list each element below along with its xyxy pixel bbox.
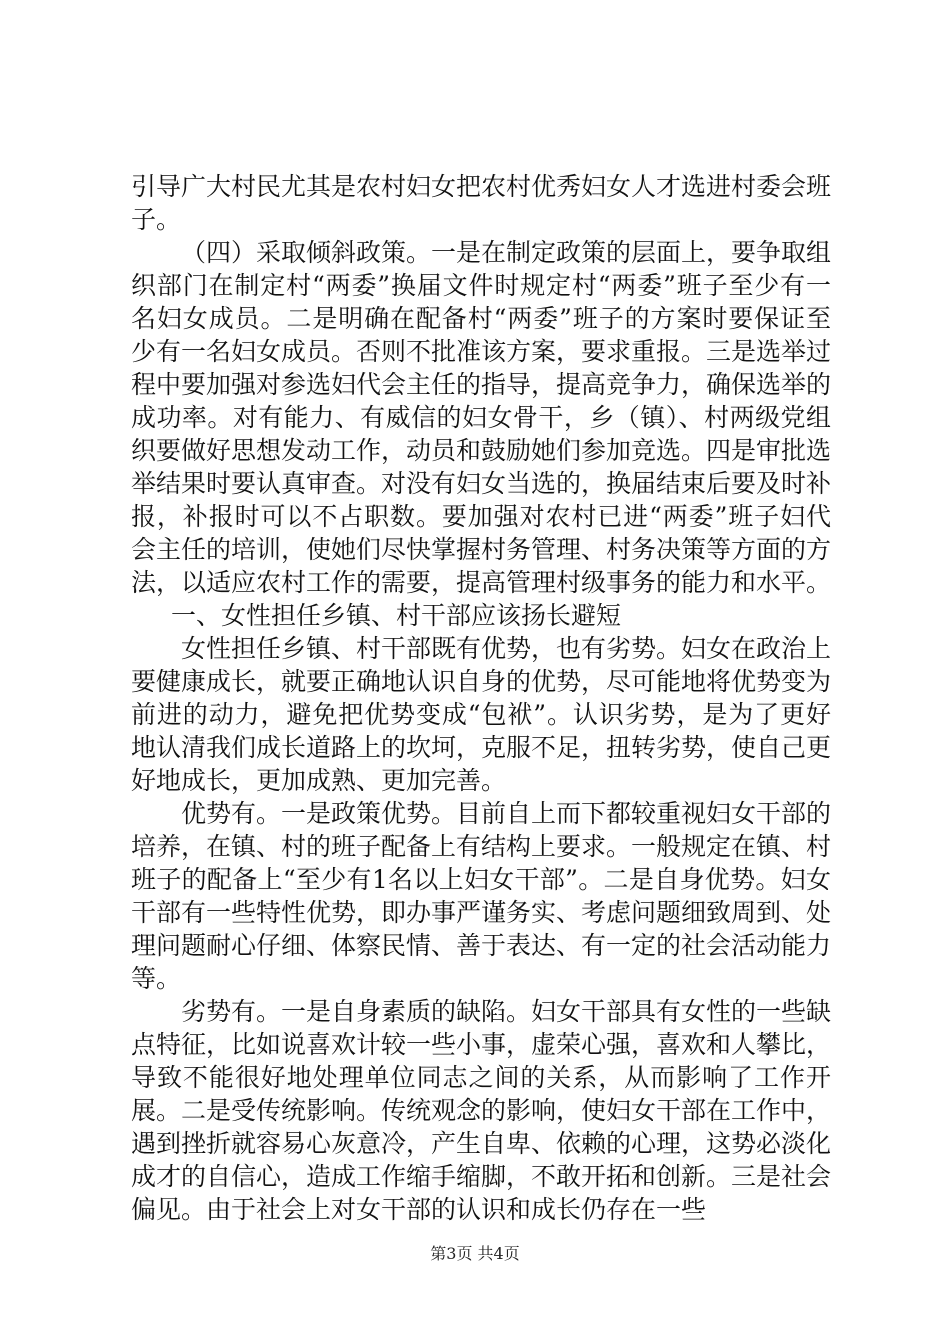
paragraph-continuation: 引导广大村民尤其是农村妇女把农村优秀妇女人才选进村委会班子。 (131, 172, 832, 234)
paragraph-disadvantages: 劣势有。一是自身素质的缺陷。妇女干部具有女性的一些缺点特征，比如说喜欢计较一些小事，虚荣心强，喜欢和人攀比，导致不能很好地处理单位同志之间的关系，从而影响了工作开展。二是受传统影响。传统观念的影响，使妇女干部在工作中，遇到挫折就容易心灰意冷，产生自卑、依赖的心理，这势必淡化成才的自信心，造成工作缩手缩脚，不敢开拓和创新。三是社会偏见。由于社会上对女干部的认识和成长仍存在一些 (131, 997, 832, 1224)
page-footer: 第3页 共4页 (430, 1244, 520, 1263)
paragraph-overview: 女性担任乡镇、村干部既有优势，也有劣势。妇女在政治上要健康成长，就要正确地认识自身的优势，尽可能地将优势变为前进的动力，避免把优势变成“包袱”。认识劣势，是为了更好地认清我们成长道路上的坎坷，克服不足，扭转劣势，使自己更好地成长，更加成熟、更加完善。 (131, 634, 832, 795)
paragraph-policy: （四）采取倾斜政策。一是在制定政策的层面上，要争取组织部门在制定村“两委”换届文件时规定村“两委”班子至少有一名妇女成员。二是明确在配备村“两委”班子的方案时要保证至少有一名妇女成员。否则不批准该方案，要求重报。三是选举过程中要加强对参选妇代会主任的指导，提高竞争力，确保选举的成功率。对有能力、有威信的妇女骨干，乡（镇）、村两级党组织要做好思想发动工作，动员和鼓励她们参加竞选。四是审批选举结果时要认真审查。对没有妇女当选的，换届结束后要及时补报，补报时可以不占职数。要加强对农村已进“两委”班子妇代会主任的培训，使她们尽快掌握村务管理、村务决策等方面的方法，以适应农村工作的需要，提高管理村级事务的能力和水平。 (131, 238, 832, 597)
body-text (131, 170, 831, 1226)
paragraph-advantages: 优势有。一是政策优势。目前自上而下都较重视妇女干部的培养，在镇、村的班子配备上有结构上要求。一般规定在镇、村班子的配备上“至少有1名以上妇女干部”。二是自身优势。妇女干部有一些特性优势，即办事严谨务实、考虑问题细致周到、处理问题耐心仔细、体察民情、善于表达、有一定的社会活动能力等。 (131, 799, 832, 993)
section-heading: 一、女性担任乡镇、村干部应该扬长避短 (171, 601, 622, 630)
